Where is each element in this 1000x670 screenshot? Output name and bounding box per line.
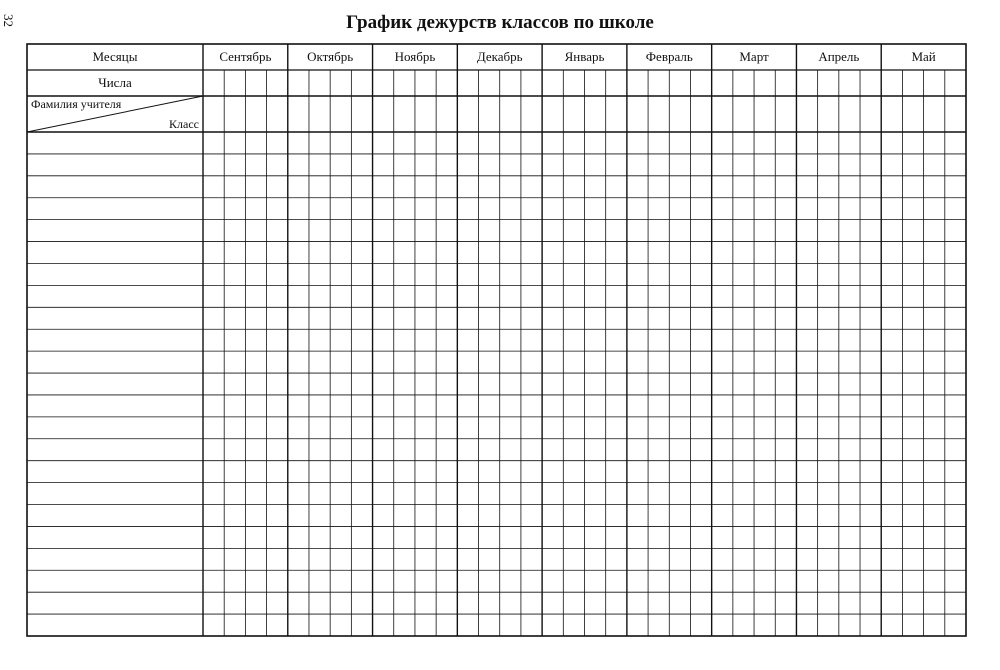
month-label: Февраль	[645, 49, 693, 64]
month-label: Декабрь	[476, 49, 523, 64]
month-label: Апрель	[818, 49, 860, 64]
month-label: Октябрь	[307, 49, 354, 64]
month-label: Январь	[564, 49, 605, 64]
class-label: Класс	[169, 117, 199, 131]
month-label: Май	[911, 49, 936, 64]
month-label: Сентябрь	[219, 49, 272, 64]
month-label: Март	[739, 49, 769, 64]
page-title: График дежурств классов по школе	[346, 12, 654, 33]
teacher-label: Фамилия учителя	[31, 97, 122, 111]
table-border	[27, 44, 966, 636]
month-labels	[219, 49, 935, 64]
table-grid	[27, 44, 966, 636]
page-number: 32	[1, 14, 16, 27]
month-label: Ноябрь	[394, 49, 436, 64]
dates-label: Числа	[98, 75, 132, 90]
months-label: Месяцы	[92, 49, 138, 64]
table-header	[31, 49, 199, 131]
